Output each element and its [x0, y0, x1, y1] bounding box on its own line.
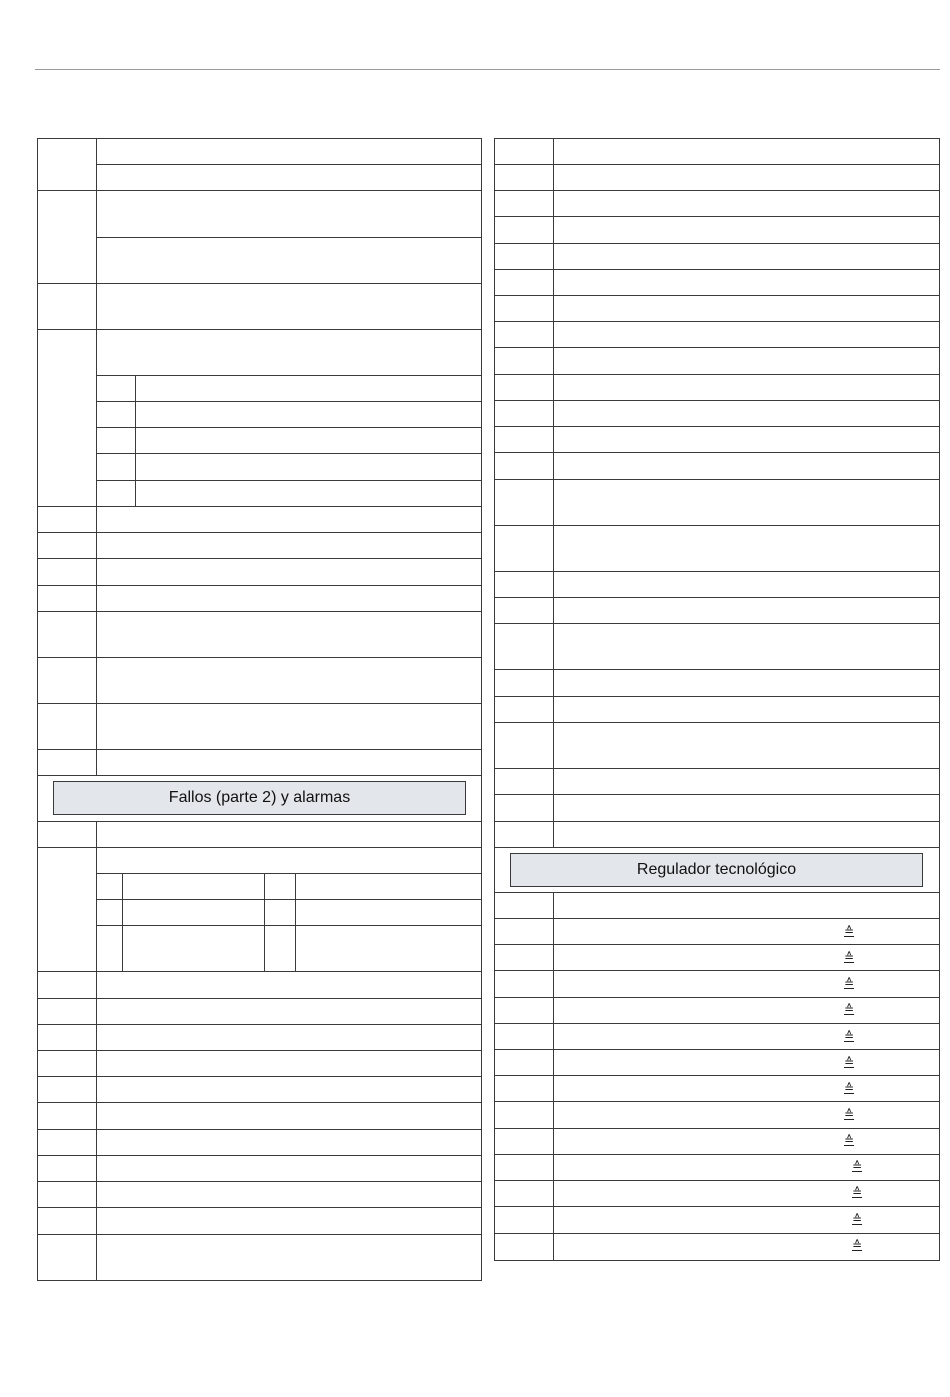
- column-divider: [96, 821, 97, 1280]
- sub-row-divider: [96, 401, 481, 402]
- row-divider: [494, 669, 939, 670]
- sub-row-divider: [96, 375, 481, 376]
- row-divider: [37, 190, 481, 191]
- equivalence-symbol: ≙: [844, 924, 855, 938]
- row-divider: [37, 998, 481, 999]
- row-divider: [37, 506, 481, 507]
- right-section-banner: Regulador tecnológico: [510, 853, 923, 887]
- row-divider: [494, 216, 939, 217]
- row-divider: [494, 479, 939, 480]
- row-divider: [494, 847, 939, 848]
- row-divider: [494, 571, 939, 572]
- row-divider: [37, 1050, 481, 1051]
- equivalence-symbol: ≙: [852, 1159, 863, 1173]
- row-divider: [494, 918, 939, 919]
- right-table: [494, 138, 940, 1261]
- equivalence-symbol: ≙: [852, 1238, 863, 1252]
- row-divider: [37, 749, 481, 750]
- row-divider: [494, 164, 939, 165]
- sub-row-divider: [96, 480, 481, 481]
- row-divider: [494, 243, 939, 244]
- row-divider: [37, 1024, 481, 1025]
- row-divider: [494, 944, 939, 945]
- row-divider: [494, 295, 939, 296]
- row-divider: [494, 400, 939, 401]
- sub-row-divider: [96, 427, 481, 428]
- row-divider: [494, 190, 939, 191]
- sub-row-divider: [96, 925, 481, 926]
- row-divider: [37, 611, 481, 612]
- row-divider: [37, 1076, 481, 1077]
- row-divider: [494, 452, 939, 453]
- left-section-banner: Fallos (parte 2) y alarmas: [53, 781, 466, 815]
- row-divider: [37, 775, 481, 776]
- left-table: [37, 138, 482, 1281]
- equivalence-symbol: ≙: [844, 950, 855, 964]
- row-divider: [494, 1128, 939, 1129]
- row-divider: [494, 768, 939, 769]
- row-divider: [37, 283, 481, 284]
- row-divider: [37, 1129, 481, 1130]
- row-divider: [494, 1101, 939, 1102]
- row-divider: [37, 703, 481, 704]
- row-divider: [494, 1180, 939, 1181]
- equivalence-symbol: ≙: [844, 1133, 855, 1147]
- row-divider: [494, 1049, 939, 1050]
- equivalence-symbol: ≙: [852, 1185, 863, 1199]
- row-divider: [37, 558, 481, 559]
- row-divider: [37, 1181, 481, 1182]
- row-divider: [494, 1233, 939, 1234]
- equivalence-symbol: ≙: [844, 1107, 855, 1121]
- nested-column-divider: [295, 873, 296, 971]
- row-divider: [494, 722, 939, 723]
- row-divider: [494, 525, 939, 526]
- column-divider: [553, 892, 554, 1260]
- row-divider: [494, 1206, 939, 1207]
- row-divider: [37, 532, 481, 533]
- row-divider: [494, 347, 939, 348]
- sub-row-divider: [96, 873, 481, 874]
- row-divider: [37, 657, 481, 658]
- header-rule: [35, 69, 940, 70]
- row-divider: [37, 329, 481, 330]
- sub-row-divider: [96, 164, 481, 165]
- column-divider: [553, 138, 554, 847]
- equivalence-symbol: ≙: [844, 1081, 855, 1095]
- row-divider: [37, 1155, 481, 1156]
- row-divider: [494, 321, 939, 322]
- row-divider: [37, 1102, 481, 1103]
- row-divider: [37, 971, 481, 972]
- row-divider: [494, 794, 939, 795]
- nested-column-divider: [135, 375, 136, 506]
- row-divider: [494, 997, 939, 998]
- equivalence-symbol: ≙: [844, 1055, 855, 1069]
- sub-row-divider: [96, 237, 481, 238]
- row-divider: [37, 1207, 481, 1208]
- row-divider: [494, 1075, 939, 1076]
- equivalence-symbol: ≙: [852, 1212, 863, 1226]
- row-divider: [494, 1154, 939, 1155]
- row-divider: [494, 892, 939, 893]
- sub-row-divider: [96, 453, 481, 454]
- row-divider: [37, 847, 481, 848]
- equivalence-symbol: ≙: [844, 1002, 855, 1016]
- nested-column-divider: [122, 873, 123, 971]
- nested-column-divider: [264, 873, 265, 971]
- row-divider: [494, 426, 939, 427]
- equivalence-symbol: ≙: [844, 1029, 855, 1043]
- row-divider: [494, 623, 939, 624]
- row-divider: [494, 970, 939, 971]
- row-divider: [37, 585, 481, 586]
- equivalence-symbol: ≙: [844, 976, 855, 990]
- row-divider: [494, 696, 939, 697]
- sub-row-divider: [96, 899, 481, 900]
- row-divider: [494, 269, 939, 270]
- row-divider: [494, 821, 939, 822]
- row-divider: [494, 597, 939, 598]
- row-divider: [37, 821, 481, 822]
- row-divider: [494, 374, 939, 375]
- column-divider: [96, 138, 97, 775]
- row-divider: [494, 1023, 939, 1024]
- row-divider: [37, 1234, 481, 1235]
